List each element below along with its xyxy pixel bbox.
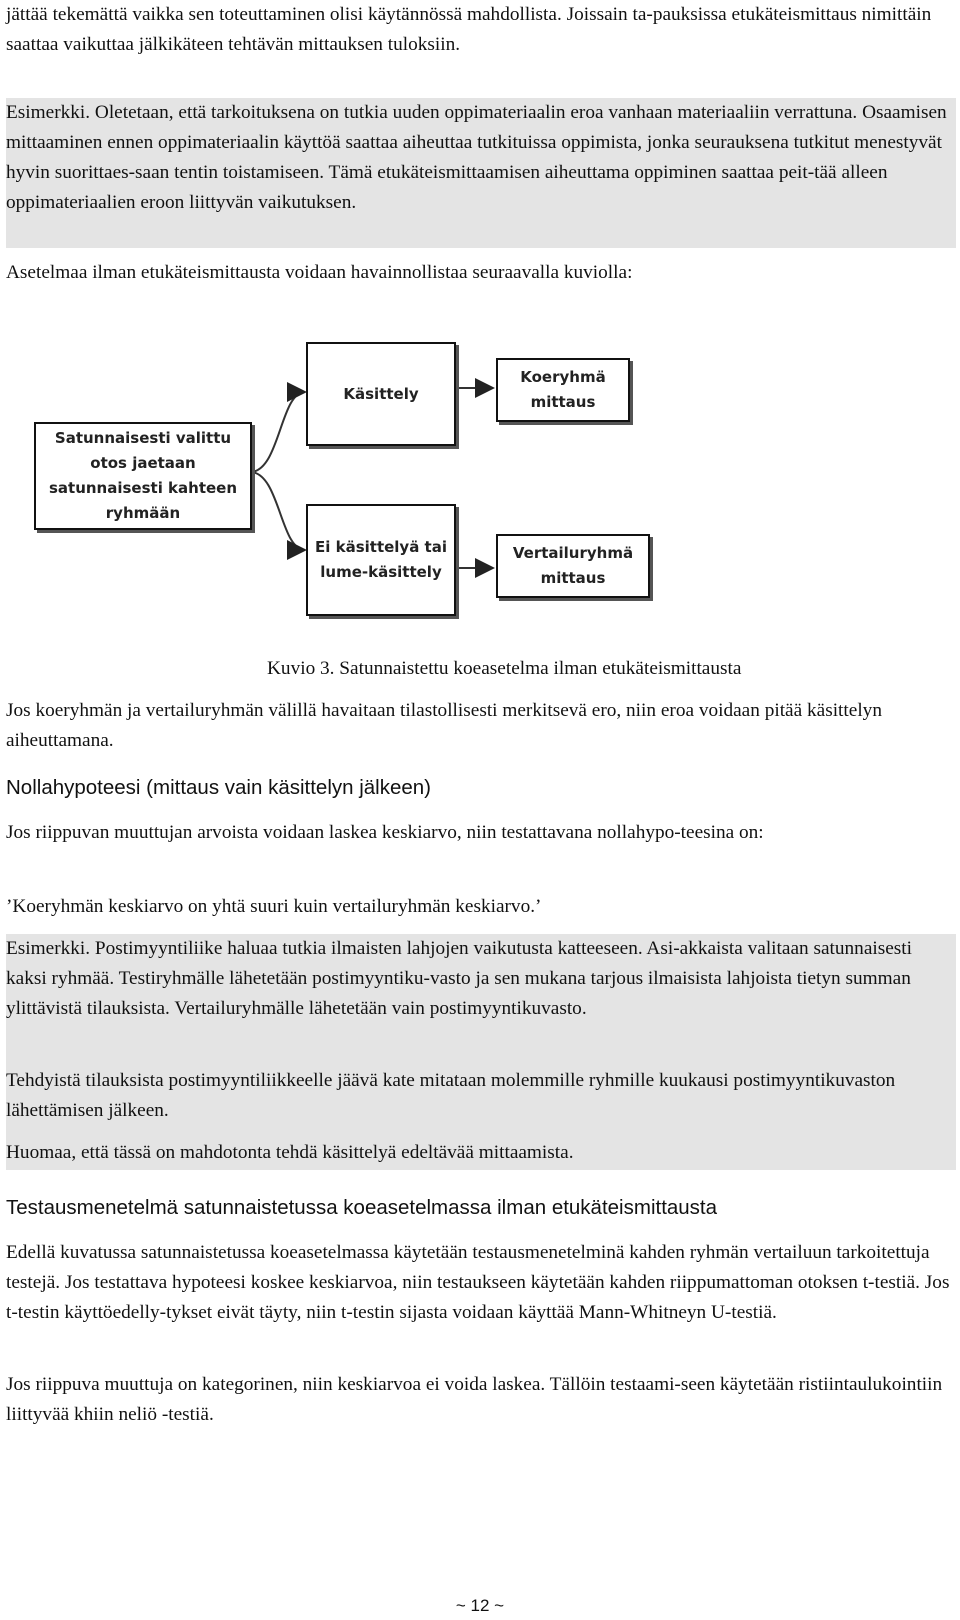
hypothesis-quote: ’Koeryhmän keskiarvo on yhtä suuri kuin vertailuryhmän keskiarvo.’ (6, 896, 542, 917)
example-paragraph-2c: Huomaa, että tässä on mahdotonta tehdä käsittelyä edeltävää mittaamista. (6, 1142, 574, 1163)
random-assignment-box (34, 422, 252, 530)
control-measure-box (496, 534, 650, 598)
heading-test-method: Testausmenetelmä satunnaistetussa koeasetelmassa ilman etukäteismittausta (6, 1196, 718, 1219)
treatment-box (306, 342, 456, 446)
example-paragraph-2b: Tehdyistä tilauksista postimyyntiliikkeelle jäävä kate mitataan molemmille ryhmille kuukausi postimyyntikuvaston lähettämisen jälkeen. (6, 1070, 896, 1121)
example-paragraph-2: Esimerkki. Postimyyntiliike haluaa tutkia ilmaisten lahjojen vaikutusta katteeseen. Asi-akkaista valitaan satunnaisesti kaksi ryhmää. Testiryhmälle lähetetään postimyyntiku-vasto ja sen mukana tarjous ilmaisista lahjoista tietyn summan ylittävistä tilauksista. Vertailuryhmälle lähetetään vain postimyyntikuvasto. (6, 938, 913, 1019)
treatment-label: Käsittely (343, 384, 419, 403)
page-number: ~ 12 ~ (455, 1596, 505, 1615)
example-paragraph-1: Esimerkki. Oletetaan, että tarkoituksena on tutkia uuden oppimateriaalin eroa vanhaan materiaaliin verrattuna. Osaamisen mittaaminen ennen oppimateriaalin käyttöä saattaa aiheuttaa tutkituissa oppimista, jonka seurauksena tutkitut menestyvät hyvin suorittaes-saan tentin toistamiseen. Tämä etukäteismittaamisen aiheuttama oppiminen saattaa peit-tää alleen oppimateriaalien eroon liittyvän vaikutuksen. (6, 102, 947, 213)
control-measure-label: Vertailuryhmä mittaus (512, 544, 634, 587)
random-assignment-label: Satunnaisesti valittu otos jaetaan satunnaisesti kahteen ryhmään (48, 429, 238, 522)
heading-null-hypothesis: Nollahypoteesi (mittaus vain käsittelyn jälkeen) (6, 776, 432, 799)
flow-diagram (0, 330, 960, 630)
example-box-1 (6, 98, 956, 248)
example-box-2 (6, 934, 956, 1170)
figure-intro: Asetelmaa ilman etukäteismittausta voidaan havainnollistaa seuraavalla kuviolla: (6, 262, 633, 283)
no-treatment-box (306, 504, 456, 616)
paragraph-test-1: Edellä kuvatussa satunnaistetussa koeasetelmassa käytetään testausmenetelminä kahden ryhmän vertailuun tarkoitettuja testejä. Jos testattava hypoteesi koskee keskiarvoa, niin testaukseen käytetään kahden riippumattoman otoksen t-testiä. Jos t-testin käyttöedelly-tykset eivät täyty, niin t-testin sijasta voidaan käyttää Mann-Whitneyn U-testiä. (6, 1242, 950, 1323)
paragraph-after-figure: Jos koeryhmän ja vertailuryhmän välillä havaitaan tilastollisesti merkitsevä ero, niin eroa voidaan pitää käsittelyn aiheuttamana. (6, 700, 882, 751)
paragraph-hypothesis: Jos riippuvan muuttujan arvoista voidaan laskea keskiarvo, niin testattavana nollahypo-teesina on: (6, 822, 764, 843)
figure-caption: Kuvio 3. Satunnaistettu koeasetelma ilman etukäteismittausta (267, 658, 742, 679)
experiment-measure-box (496, 358, 630, 422)
paragraph-test-2: Jos riippuva muuttuja on kategorinen, niin keskiarvoa ei voida laskea. Tällöin testaami-seen käytetään ristiintaulukointiin liittyvää khiin neliö -testiä. (6, 1374, 943, 1425)
experiment-measure-label: Koeryhmä mittaus (520, 368, 606, 411)
arrow-to-no-treatment (250, 472, 305, 550)
no-treatment-label: Ei käsittelyä tai lume-käsittely (315, 538, 447, 581)
arrow-to-treatment (250, 392, 305, 472)
paragraph-intro: jättää tekemättä vaikka sen toteuttaminen olisi käytännössä mahdollista. Joissain ta-pauksissa etukäteismittaus nimittäin saattaa vaikuttaa jälkikäteen tehtävän mittauksen tuloksiin. (6, 4, 932, 55)
